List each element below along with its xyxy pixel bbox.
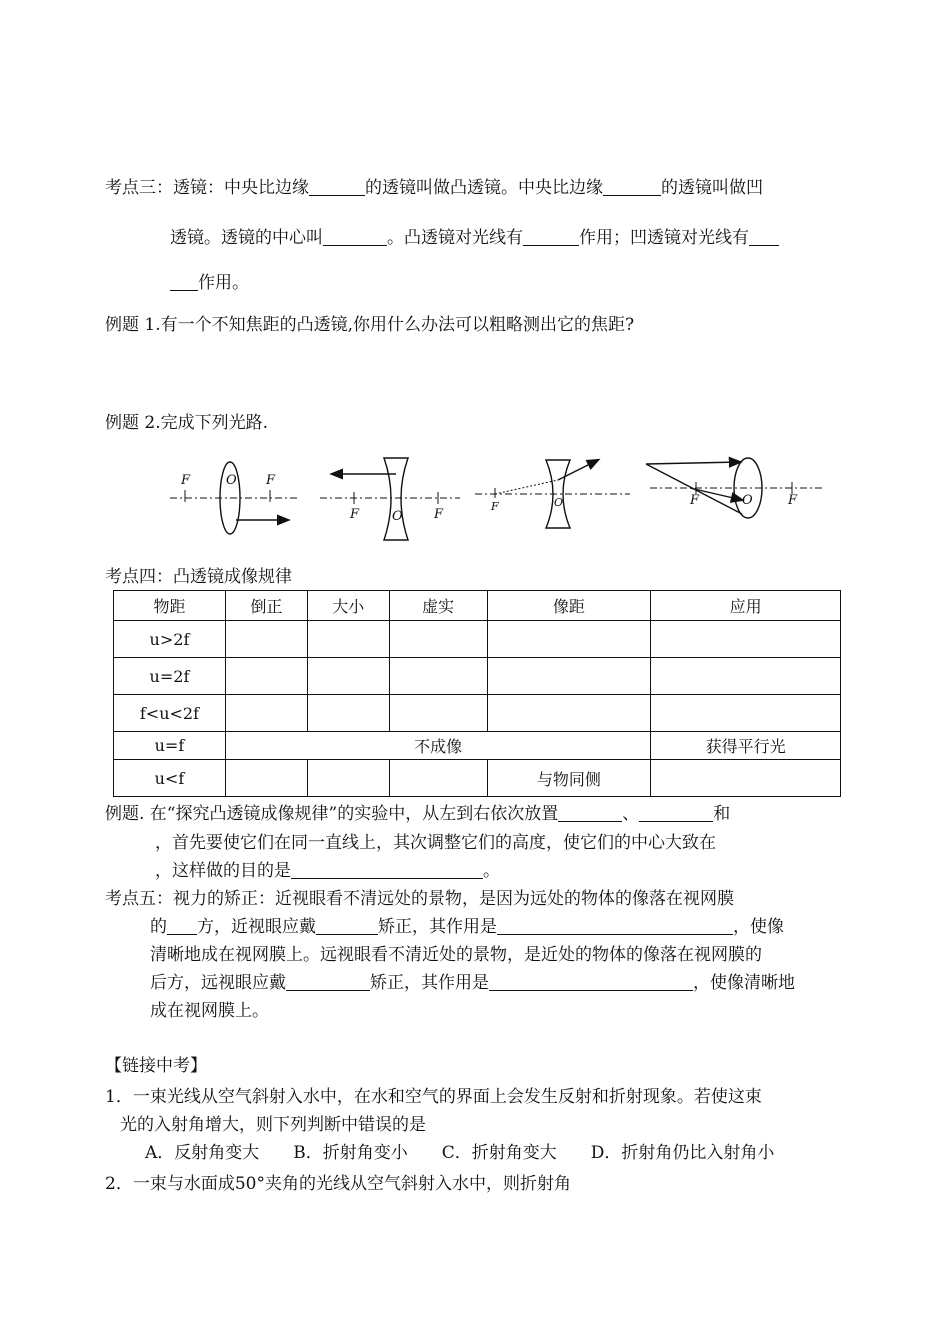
answer-cell[interactable] <box>307 695 389 732</box>
section4-title: 考点四：凸透镜成像规律 <box>105 567 292 587</box>
image-distance-cell: 与物同侧 <box>487 760 651 797</box>
table-row <box>114 732 841 760</box>
table-row <box>114 760 841 797</box>
header-object-distance: 物距 <box>114 591 226 621</box>
no-image-cell: 不成像 <box>225 732 650 760</box>
concave-lens-diagram-2 <box>320 458 460 540</box>
table-row <box>114 658 841 695</box>
focus-label: F <box>690 493 700 508</box>
object-distance-cell: u>2f <box>114 621 226 658</box>
answer-blank[interactable] <box>291 862 483 879</box>
answer-cell[interactable] <box>389 760 487 797</box>
example3-line2: ，首先要使它们在同一直线上，其次调整它们的高度，使它们的中心大致在 <box>155 833 716 853</box>
example3-line1: 例题. 在“探究凸透镜成像规律”的实验中，从左到右依次放置 、 和 <box>105 804 731 824</box>
question2: 2．一束与水面成50°夹角的光线从空气斜射入水中，则折射角 <box>105 1174 571 1194</box>
table-row <box>114 621 841 658</box>
convex-lens-diagram-4 <box>646 458 825 518</box>
answer-blank[interactable] <box>323 229 387 246</box>
focus-label: F <box>181 473 191 488</box>
table-header-row <box>114 591 841 621</box>
answer-blank[interactable] <box>489 974 693 991</box>
answer-blank[interactable] <box>603 179 661 196</box>
example2-question: 例题 2.完成下列光路. <box>105 413 269 433</box>
answer-blank[interactable] <box>286 974 370 991</box>
answer-blank[interactable] <box>497 918 733 935</box>
application-cell: 获得平行光 <box>651 732 841 760</box>
center-label: O <box>554 496 564 509</box>
section5-line2: 的 方，近视眼应戴 矫正，其作用是 ，使像 <box>150 917 784 937</box>
header-size: 大小 <box>307 591 389 621</box>
section3-line2: 透镜。透镜的中心叫 。凸透镜对光线有 作用；凹透镜对光线有 <box>170 227 779 249</box>
header-real-virtual: 虚实 <box>389 591 487 621</box>
answer-blank[interactable] <box>170 274 198 291</box>
answer-cell[interactable] <box>651 621 841 658</box>
section3-label: 考点三： <box>105 178 173 198</box>
table-row <box>114 695 841 732</box>
answer-cell[interactable] <box>225 621 307 658</box>
header-image-distance: 像距 <box>487 591 651 621</box>
answer-blank[interactable] <box>749 229 779 246</box>
object-distance-cell: u<f <box>114 760 226 797</box>
answer-blank[interactable] <box>558 805 622 822</box>
focus-label: F <box>788 493 798 508</box>
answer-blank[interactable] <box>523 229 579 246</box>
answer-cell[interactable] <box>487 658 651 695</box>
answer-cell[interactable] <box>651 695 841 732</box>
concave-lens-diagram-3 <box>475 460 630 528</box>
answer-cell[interactable] <box>389 658 487 695</box>
section5-line5: 成在视网膜上。 <box>150 1001 269 1021</box>
answer-cell[interactable] <box>307 760 389 797</box>
link-title: 【链接中考】 <box>105 1056 207 1076</box>
question1-line2: 光的入射角增大，则下列判断中错误的是 <box>120 1115 426 1135</box>
answer-blank[interactable] <box>639 805 713 822</box>
answer-cell[interactable] <box>225 695 307 732</box>
answer-cell[interactable] <box>651 658 841 695</box>
section5-line4: 后方，远视眼应戴 矫正，其作用是 ，使像清晰地 <box>150 973 795 993</box>
answer-cell[interactable] <box>225 760 307 797</box>
answer-blank[interactable] <box>316 918 378 935</box>
object-distance-cell: f<u<2f <box>114 695 226 732</box>
answer-blank[interactable] <box>167 918 197 935</box>
focus-label: F <box>491 500 499 513</box>
focus-label: F <box>434 507 444 522</box>
center-label: O <box>742 493 753 508</box>
question1-line1: 1．一束光线从空气斜射入水中，在水和空气的界面上会发生反射和折射现象。若使这束 <box>105 1087 762 1107</box>
lens-diagrams <box>170 452 830 552</box>
section5-line1: 考点五：视力的矫正：近视眼看不清远处的景物，是因为远处的物体的像落在视网膜 <box>105 889 734 909</box>
question1-options: A．反射角变大 B．折射角变小 C．折射角变大 D．折射角仍比入射角小 <box>145 1143 775 1163</box>
imaging-rules-table <box>113 590 841 797</box>
answer-cell[interactable] <box>307 621 389 658</box>
section3-line3: 作用。 <box>170 272 249 294</box>
answer-cell[interactable] <box>487 695 651 732</box>
example3-line3: ，这样做的目的是 。 <box>155 861 500 881</box>
center-label: O <box>392 509 403 524</box>
answer-cell[interactable] <box>487 621 651 658</box>
answer-blank[interactable] <box>309 179 365 196</box>
header-orientation: 倒正 <box>225 591 307 621</box>
section3-line1: 考点三：透镜：中央比边缘 的透镜叫做凸透镜。中央比边缘 的透镜叫做凹 <box>105 178 763 198</box>
answer-cell[interactable] <box>389 621 487 658</box>
focus-label: F <box>266 473 276 488</box>
example1-question: 例题 1.有一个不知焦距的凸透镜,你用什么办法可以粗略测出它的焦距? <box>105 315 635 335</box>
object-distance-cell: u=2f <box>114 658 226 695</box>
answer-cell[interactable] <box>389 695 487 732</box>
object-distance-cell: u=f <box>114 732 226 760</box>
focus-label: F <box>350 507 360 522</box>
header-application: 应用 <box>651 591 841 621</box>
answer-cell[interactable] <box>307 658 389 695</box>
section5-line3: 清晰地成在视网膜上。远视眼看不清近处的景物，是近处的物体的像落在视网膜的 <box>150 945 762 965</box>
center-label: O <box>226 473 237 488</box>
answer-cell[interactable] <box>651 760 841 797</box>
answer-cell[interactable] <box>225 658 307 695</box>
